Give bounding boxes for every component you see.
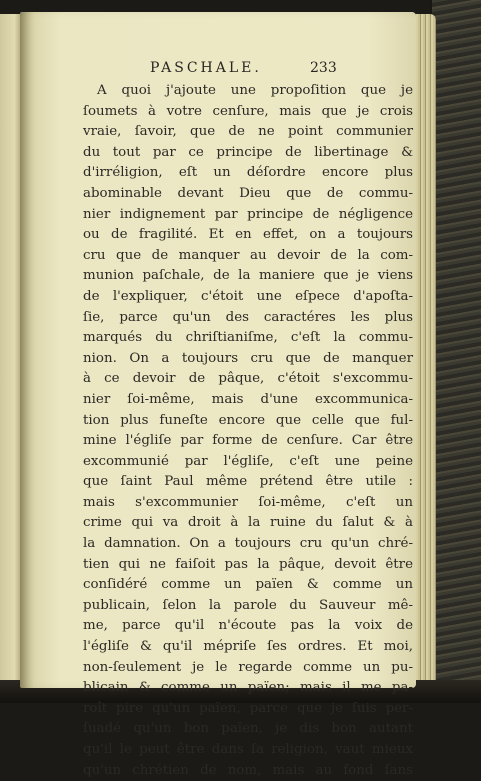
text-line: ou de fragilité. Et en effet, on a toujours <box>83 227 413 243</box>
text-line: excommunié par l'égliſe, c'eſt une peine <box>83 453 413 469</box>
text-line: à ce devoir de pâque, c'étoit s'excommu- <box>83 371 413 387</box>
text-line: vraie, ſavoir, que de ne point communier <box>83 124 413 140</box>
text-line: conſidéré comme un païen & comme un <box>83 577 413 593</box>
text-line: A quoi j'ajoute une propoſition que je <box>97 83 413 98</box>
text-line: l'égliſe & qu'il mépriſe ſes ordres. Et moi, <box>83 639 413 655</box>
text-line: ſuadé qu'un bon païen, je dis bon autant <box>83 721 413 737</box>
text-line: qu'il le peut être dans ſa religion, vaut mieux <box>83 742 413 757</box>
text-line: tien qui ne faiſoit pas la pâque, devoit être <box>83 556 413 572</box>
text-line: la damnation. On a toujours cru qu'un chré- <box>83 536 413 552</box>
text-line: me, parce qu'il n'écoute pas la voix de <box>83 618 413 634</box>
text-line: publicain, ſelon la parole du Sauveur mê- <box>83 597 413 613</box>
text-line: nier indignement par principe de négligence <box>83 206 413 222</box>
text-line: nion. On a toujours cru que de manquer <box>83 350 413 366</box>
book-cover-edge <box>430 0 481 703</box>
text-line: d'irréligion, eſt un déſordre encore plus <box>83 165 413 181</box>
text-line: ſoumets à votre cenſure, mais que je crois <box>83 103 413 119</box>
page-header <box>150 60 350 80</box>
body-text <box>83 81 413 781</box>
text-line: cru que de manquer au devoir de la com- <box>83 247 413 263</box>
text-line: munion paſchale, de la maniere que je viens <box>83 268 413 284</box>
text-line: mais s'excommunier ſoi-même, c'eſt un <box>83 494 413 510</box>
text-line: qu'un chrétien de nom, mais au fond ſans <box>83 762 413 778</box>
text-line: nier ſoi-même, mais d'une excommunica- <box>83 391 413 407</box>
text-line: du tout par ce principe de libertinage & <box>83 144 413 160</box>
text-line: roît pire qu'un païen, parce que je ſuis per- <box>83 700 413 716</box>
text-line: abominable devant Dieu que de commu- <box>83 185 413 201</box>
text-line: ſie, parce qu'un des caractéres les plus <box>83 309 413 325</box>
page-number: 233 <box>310 60 337 76</box>
text-line: que ſaint Paul même prétend être utile : <box>83 474 413 490</box>
text-line: de l'expliquer, c'étoit une eſpece d'apoſta- <box>83 288 413 304</box>
text-line: blicain & comme un païen; mais il me pa- <box>83 680 413 696</box>
text-line: tion plus funeſte encore que celle que ful- <box>83 412 413 428</box>
text-line: non-ſeulement je le regarde comme un pu- <box>83 659 413 675</box>
book-page <box>20 12 416 778</box>
text-line: marqués du chriſtianiſme, c'eſt la commu- <box>83 330 413 346</box>
text-line: mine l'égliſe par forme de cenſure. Car être <box>83 433 413 449</box>
text-line: crime qui va droit à la ruine du ſalut & à <box>83 515 413 531</box>
running-head: PASCHALE. <box>150 60 262 76</box>
